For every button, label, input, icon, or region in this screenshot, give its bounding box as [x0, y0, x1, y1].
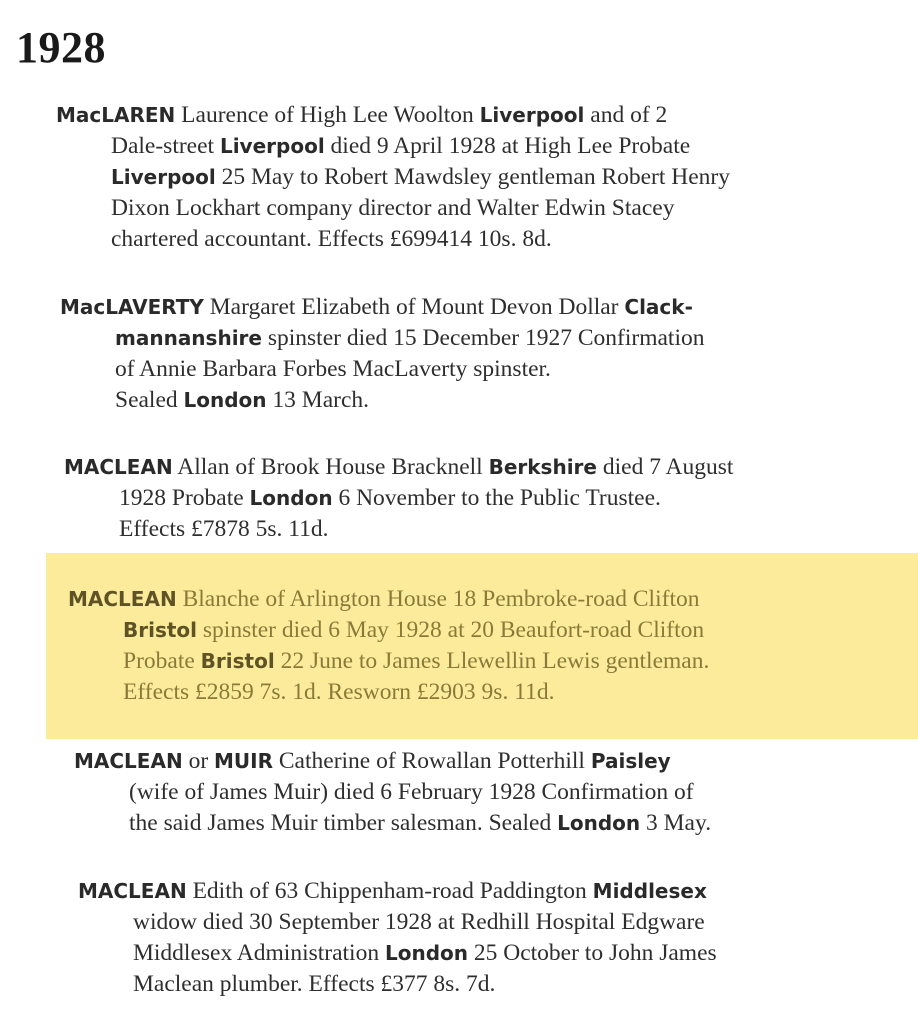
entry-text: of Annie Barbara Forbes MacLaverty spinster.: [115, 356, 551, 382]
place-name: Middlesex: [592, 879, 707, 903]
entry-line: [68, 646, 709, 677]
entry-line: [64, 452, 733, 483]
entry-line: [68, 615, 709, 646]
entry-text: Blanche of Arlington House 18 Pembroke-road Clifton: [176, 586, 700, 612]
entry-text: and of 2: [584, 102, 668, 128]
probate-entry-maclaverty: [60, 292, 704, 416]
surname: MACLEAN: [64, 455, 173, 479]
entry-text: 25 May to Robert Mawdsley gentleman Robert Henry: [215, 164, 730, 190]
place-name: Paisley: [590, 749, 671, 773]
entry-line: [56, 224, 730, 255]
entry-line: [60, 354, 704, 385]
page-year-heading: 1928: [16, 23, 106, 72]
place-name: Clack-: [624, 295, 693, 319]
surname: MUIR: [214, 749, 273, 773]
entry-line: [56, 131, 730, 162]
entry-line: [74, 746, 711, 777]
entry-text: 13 March.: [266, 387, 370, 413]
entry-line: [60, 323, 704, 354]
surname: MACLEAN: [78, 879, 187, 903]
entry-line: [60, 292, 704, 323]
entry-text: Allan of Brook House Bracknell: [172, 454, 489, 480]
entry-text: or: [182, 748, 215, 774]
surname: MacLAVERTY: [60, 295, 204, 319]
entry-text: Catherine of Rowallan Potterhill: [273, 748, 591, 774]
entry-line: [78, 938, 717, 969]
entry-text: 6 November to the Public Trustee.: [332, 485, 661, 511]
entry-text: died 7 August: [596, 454, 734, 480]
entry-text: Margaret Elizabeth of Mount Devon Dollar: [203, 294, 625, 320]
place-name: Bristol: [200, 649, 275, 673]
place-name: Liverpool: [111, 165, 216, 189]
place-name: mannanshire: [115, 326, 262, 350]
entry-text: spinster died 15 December 1927 Confirmation: [261, 325, 705, 351]
entry-line: [64, 514, 733, 545]
entry-text: (wife of James Muir) died 6 February 1928 Confirmation of: [129, 779, 694, 805]
entry-text: 3 May.: [640, 810, 712, 836]
entry-text: Maclean plumber. Effects £377 8s. 7d.: [133, 971, 496, 997]
entry-text: Middlesex Administration: [133, 940, 385, 966]
surname: MACLEAN: [68, 587, 177, 611]
place-name: Bristol: [123, 618, 198, 642]
place-name: London: [183, 388, 267, 412]
entry-text: Effects £2859 7s. 1d. Resworn £2903 9s. 11d.: [123, 679, 555, 705]
place-name: London: [249, 486, 333, 510]
place-name: Liverpool: [479, 103, 585, 127]
entry-line: [68, 677, 709, 708]
entry-text: spinster died 6 May 1928 at 20 Beaufort-road Clifton: [197, 617, 705, 643]
entry-line: [78, 969, 717, 1000]
place-name: London: [557, 811, 641, 835]
entry-line: [68, 584, 709, 615]
entry-line: [78, 907, 717, 938]
entry-text: Effects £7878 5s. 11d.: [119, 516, 329, 542]
entry-text: chartered accountant. Effects £699414 10s. 8d.: [111, 226, 552, 252]
entry-text: Dale-street: [111, 133, 220, 159]
entry-text: Edith of 63 Chippenham-road Paddington: [186, 878, 593, 904]
entry-text: widow died 30 September 1928 at Redhill Hospital Edgware: [133, 909, 705, 935]
probate-entry-maclean-muir: [74, 746, 711, 839]
surname: MACLEAN: [74, 749, 183, 773]
place-name: London: [384, 941, 468, 965]
entry-text: Sealed: [115, 387, 184, 413]
entry-text: Probate: [123, 648, 201, 674]
entry-line: [56, 162, 730, 193]
entry-line: [78, 876, 717, 907]
probate-entry-maclean-edith: [78, 876, 717, 1000]
entry-text: 1928 Probate: [119, 485, 250, 511]
entry-line: [74, 808, 711, 839]
entry-line: [60, 385, 704, 416]
entry-text: 25 October to John James: [468, 940, 717, 966]
entry-text: 22 June to James Llewellin Lewis gentleman.: [274, 648, 710, 674]
entry-line: [56, 193, 730, 224]
probate-entry-maclaren: [56, 100, 730, 255]
surname: MacLAREN: [56, 103, 176, 127]
entry-line: [74, 777, 711, 808]
probate-entry-maclean-blanche: [68, 584, 709, 708]
entry-text: died 9 April 1928 at High Lee Probate: [324, 133, 691, 159]
entry-line: [56, 100, 730, 131]
entry-text: the said James Muir timber salesman. Sealed: [129, 810, 558, 836]
entry-text: Laurence of High Lee Woolton: [175, 102, 480, 128]
probate-entry-maclean-allan: [64, 452, 733, 545]
place-name: Berkshire: [488, 455, 597, 479]
place-name: Liverpool: [219, 134, 325, 158]
entry-line: [64, 483, 733, 514]
entry-text: Dixon Lockhart company director and Walter Edwin Stacey: [111, 195, 675, 221]
